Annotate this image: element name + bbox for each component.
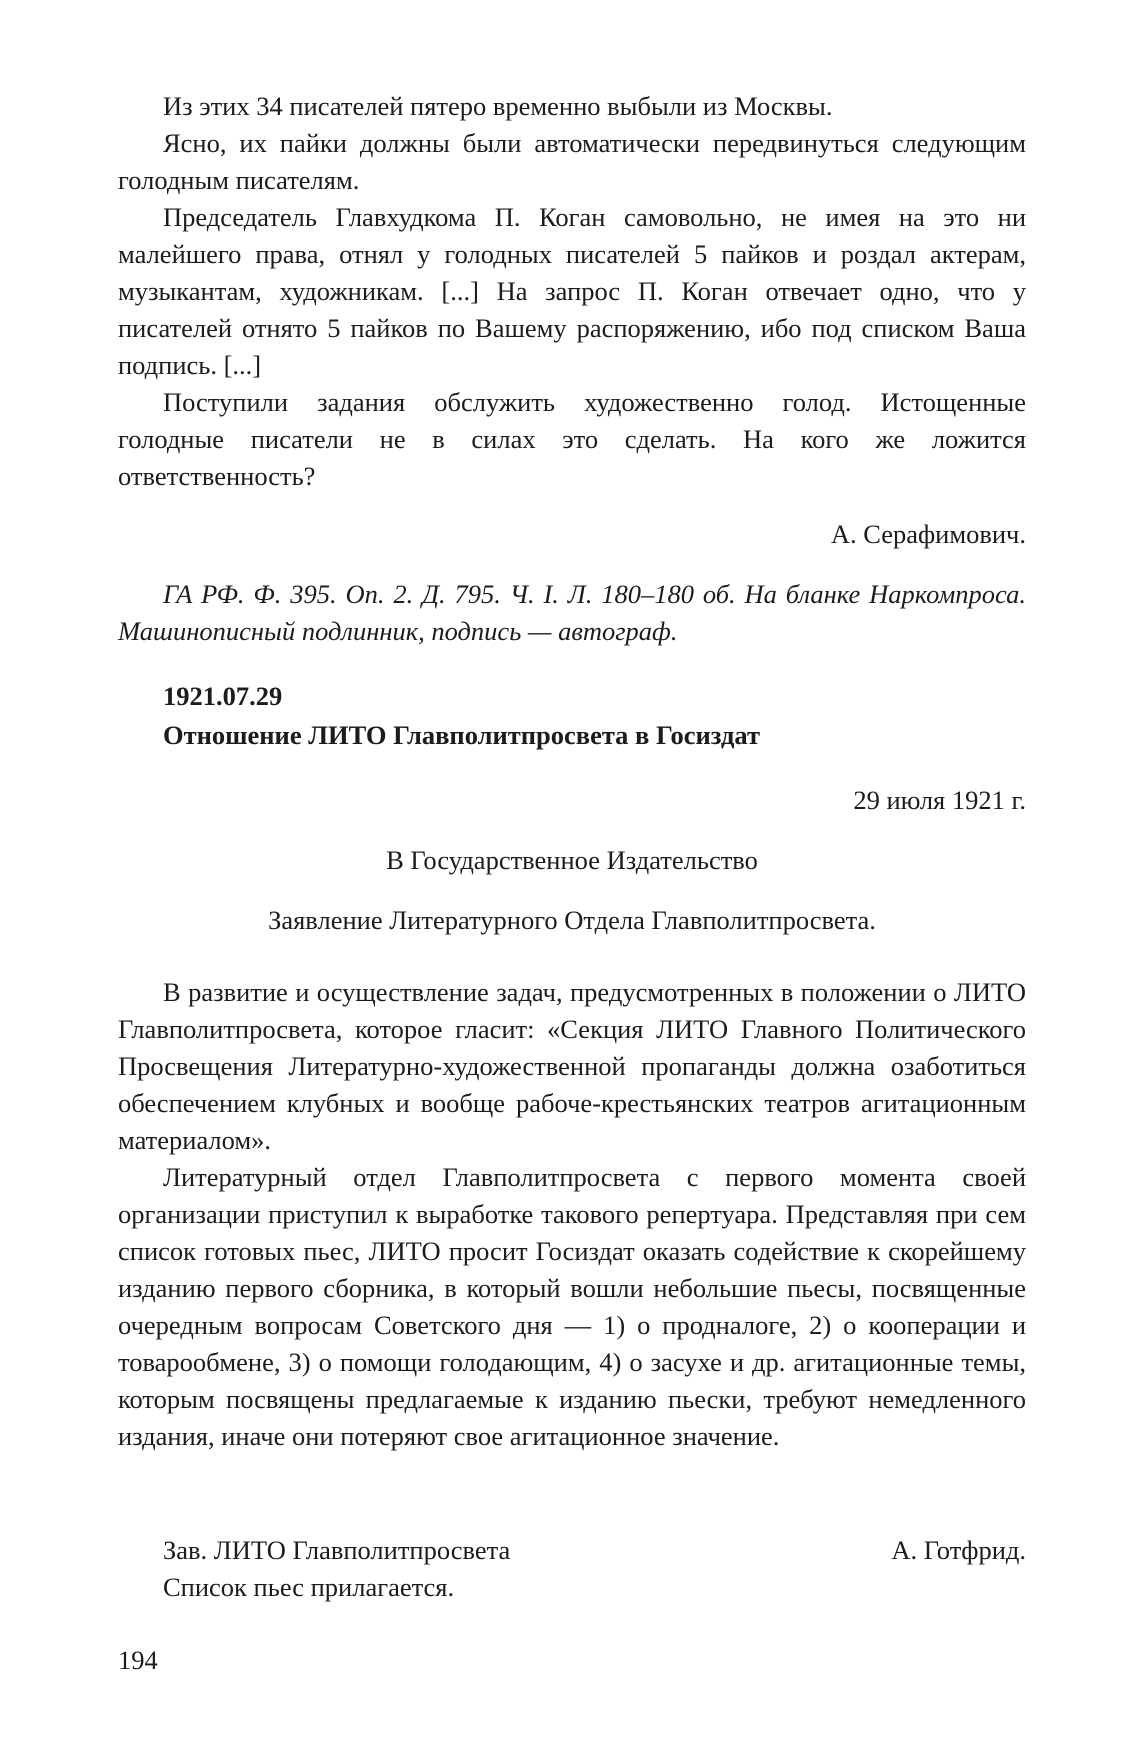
- paragraph: Литературный отдел Главполитпросвета с первого момента своей организации приступил к выработке такового репертуара. Представляя при сем список готовых пьес, ЛИТО просит Госиздат оказать содействие к скорейшему изданию первого сборника, в который вошли небольшие пьесы, посвященные очередным вопросам Советского дня — 1) о продналоге, 2) о кооперации и товарообмене, 3) о помощи голодающим, 4) о засухе и др. агитационные темы, которым посвящены предлагаемые к изданию пьески, требуют немедленного издания, иначе они потеряют свое агитационное значение.: [118, 1162, 1026, 1451]
- paragraph: Председатель Главхудкома П. Коган самовольно, не имея на это ни малейшего права, отнял у голодных писателей 5 пайков и роздал актерам, музыкантам, художникам. [...] На запрос П. Коган отвечает одно, что у писателей отнято 5 пайков по Вашему распоряжению, ибо под списком Ваша подпись. [...]: [118, 202, 1026, 380]
- archive-note: ГА РФ. Ф. 395. Оп. 2. Д. 795. Ч. I. Л. 180–180 об. На бланке Наркомпроса. Машинописный подлинник, подпись — автограф.: [118, 579, 1026, 646]
- letter-body: [118, 88, 1026, 495]
- paragraph: В развитие и осуществление задач, предусмотренных в положении о ЛИТО Главполитпросвета, которое гласит: «Секция ЛИТО Главного Политического Просвещения Литературно-художественной пропаганды должна озаботиться обеспечением клубных и вообще рабоче-крестьянских театров агитационным материалом».: [118, 977, 1026, 1155]
- attachment-note: Список пьес прилагается.: [163, 1572, 455, 1602]
- page-number: 194: [118, 1645, 158, 1675]
- paragraph: Поступили задания обслужить художественно голод. Истощенные голодные писатели не в силах это сделать. На кого же ложится ответственность?: [118, 387, 1026, 491]
- signer-name: А. Готфрид.: [891, 1535, 1026, 1565]
- document-title: Отношение ЛИТО Главполитпросвета в Госиздат: [163, 720, 760, 750]
- signature-row: [118, 1532, 1026, 1569]
- document-date-code: 1921.07.29: [163, 681, 283, 711]
- signer-position: Зав. ЛИТО Главполитпросвета: [163, 1535, 511, 1565]
- signature: А. Серафимович.: [830, 519, 1026, 549]
- addressee: В Государственное Издательство: [386, 845, 758, 875]
- paragraph: Ясно, их пайки должны были автоматически передвинуться следующим голодным писателям.: [118, 128, 1026, 195]
- statement-body: [118, 974, 1026, 1455]
- statement-title: Заявление Литературного Отдела Главполитпросвета.: [268, 905, 876, 935]
- paragraph: Из этих 34 писателей пятеро временно выбыли из Москвы.: [163, 91, 833, 121]
- document-date: 29 июля 1921 г.: [853, 785, 1026, 815]
